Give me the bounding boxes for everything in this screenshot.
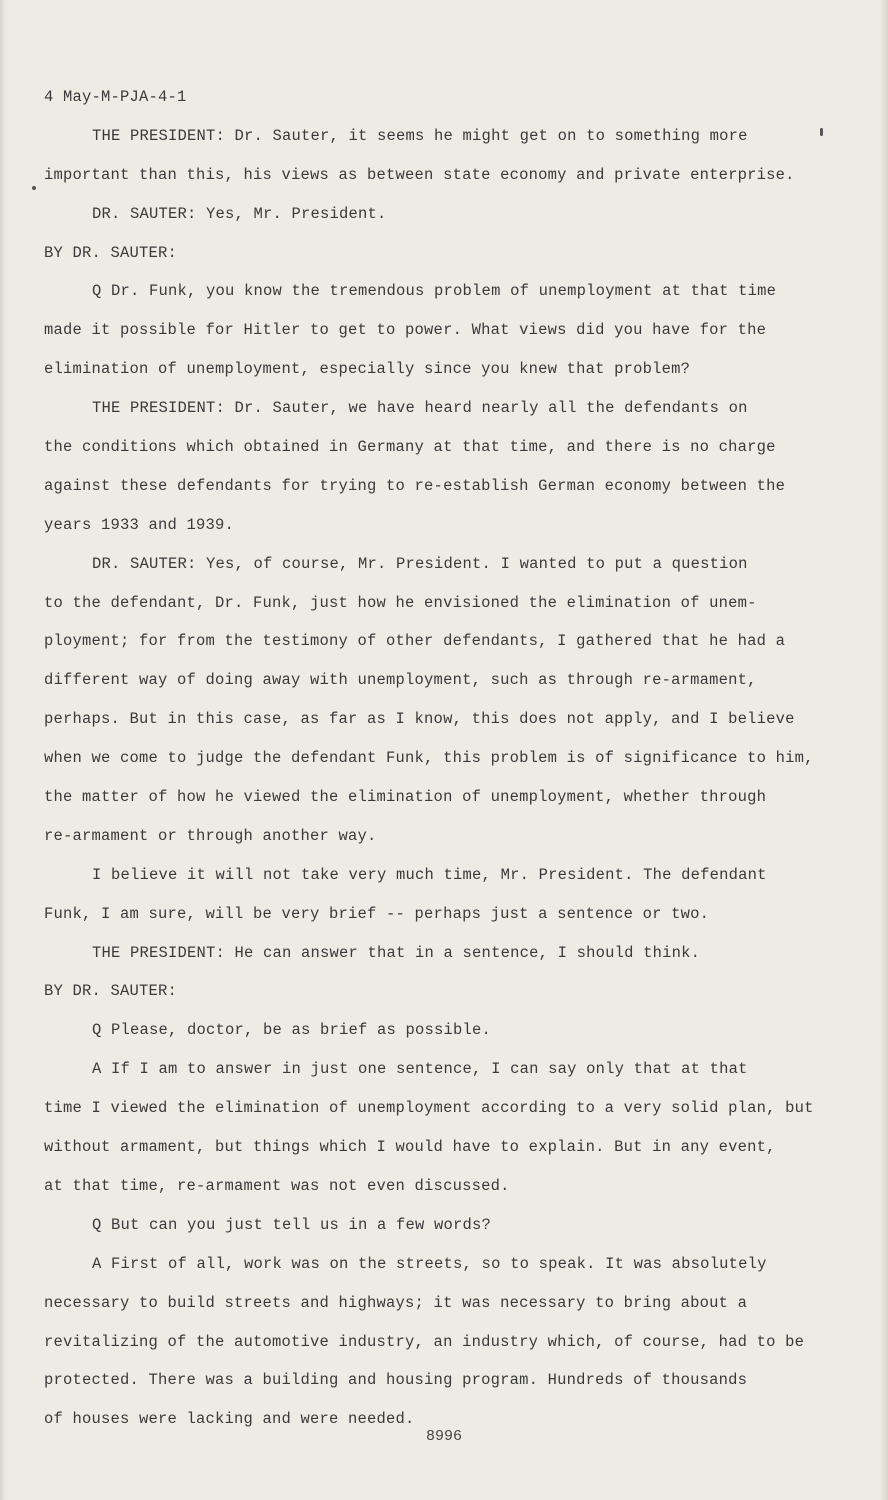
text-line: different way of doing away with unemployment, such as through re-armament, xyxy=(44,671,757,690)
text-line: when we come to judge the defendant Funk, this problem is of significance to him, xyxy=(44,749,814,768)
text-line: perhaps. But in this case, as far as I know, this does not apply, and I believe xyxy=(44,710,795,729)
text-line: elimination of unemployment, especially since you knew that problem? xyxy=(44,360,691,379)
text-line: made it possible for Hitler to get to power. What views did you have for the xyxy=(44,321,767,340)
text-line: A First of all, work was on the streets, so to speak. It was absolutely xyxy=(92,1254,767,1273)
text-line: protected. There was a building and housing program. Hundreds of thousands xyxy=(44,1371,748,1390)
page-number: 8996 xyxy=(425,1428,462,1445)
text-line: time I viewed the elimination of unemployment according to a very solid plan, but xyxy=(44,1099,814,1118)
text-line: of houses were lacking and were needed. xyxy=(44,1410,415,1429)
speaker-heading: BY DR. SAUTER: xyxy=(44,243,178,262)
text-line: without armament, but things which I would have to explain. But in any event, xyxy=(44,1138,776,1157)
page-edge-right xyxy=(880,0,888,1500)
text-line: to the defendant, Dr. Funk, just how he envisioned the elimination of unem- xyxy=(44,593,757,612)
text-line: necessary to build streets and highways; it was necessary to bring about a xyxy=(44,1293,748,1312)
ink-speck xyxy=(820,128,823,136)
transcript-body xyxy=(44,82,834,1443)
text-line: THE PRESIDENT: Dr. Sauter, we have heard nearly all the defendants on xyxy=(92,399,748,418)
text-line: important than this, his views as between state economy and private enterprise. xyxy=(44,165,795,184)
text-line: the conditions which obtained in Germany at that time, and there is no charge xyxy=(44,438,776,457)
speaker-heading: BY DR. SAUTER: xyxy=(44,982,178,1001)
ink-speck xyxy=(32,186,36,190)
text-line: ployment; for from the testimony of other defendants, I gathered that he had a xyxy=(44,632,786,651)
text-line: against these defendants for trying to re-establish German economy between the xyxy=(44,476,786,495)
text-line: re-armament or through another way. xyxy=(44,826,377,845)
text-line: I believe it will not take very much time, Mr. President. The defendant xyxy=(92,865,767,884)
text-line: Q Dr. Funk, you know the tremendous problem of unemployment at that time xyxy=(92,282,777,301)
text-line: THE PRESIDENT: He can answer that in a sentence, I should think. xyxy=(92,943,701,962)
text-line: Q But can you just tell us in a few words? xyxy=(92,1215,492,1234)
text-line: THE PRESIDENT: Dr. Sauter, it seems he might get on to something more xyxy=(92,126,748,145)
text-line: the matter of how he viewed the elimination of unemployment, whether through xyxy=(44,788,767,807)
text-line: Q Please, doctor, be as brief as possible. xyxy=(92,1021,492,1040)
page-edge-left xyxy=(0,0,6,1500)
header-reference: 4 May-M-PJA-4-1 xyxy=(44,88,187,106)
text-line: at that time, re-armament was not even discussed. xyxy=(44,1176,510,1195)
text-line: DR. SAUTER: Yes, Mr. President. xyxy=(92,204,387,223)
text-line: DR. SAUTER: Yes, of course, Mr. President. I wanted to put a question xyxy=(92,554,748,573)
text-line: years 1933 and 1939. xyxy=(44,515,235,534)
text-line: revitalizing of the automotive industry, an industry which, of course, had to be xyxy=(44,1332,805,1351)
text-line: Funk, I am sure, will be very brief -- perhaps just a sentence or two. xyxy=(44,904,710,923)
text-line: A If I am to answer in just one sentence, I can say only that at that xyxy=(92,1060,748,1079)
